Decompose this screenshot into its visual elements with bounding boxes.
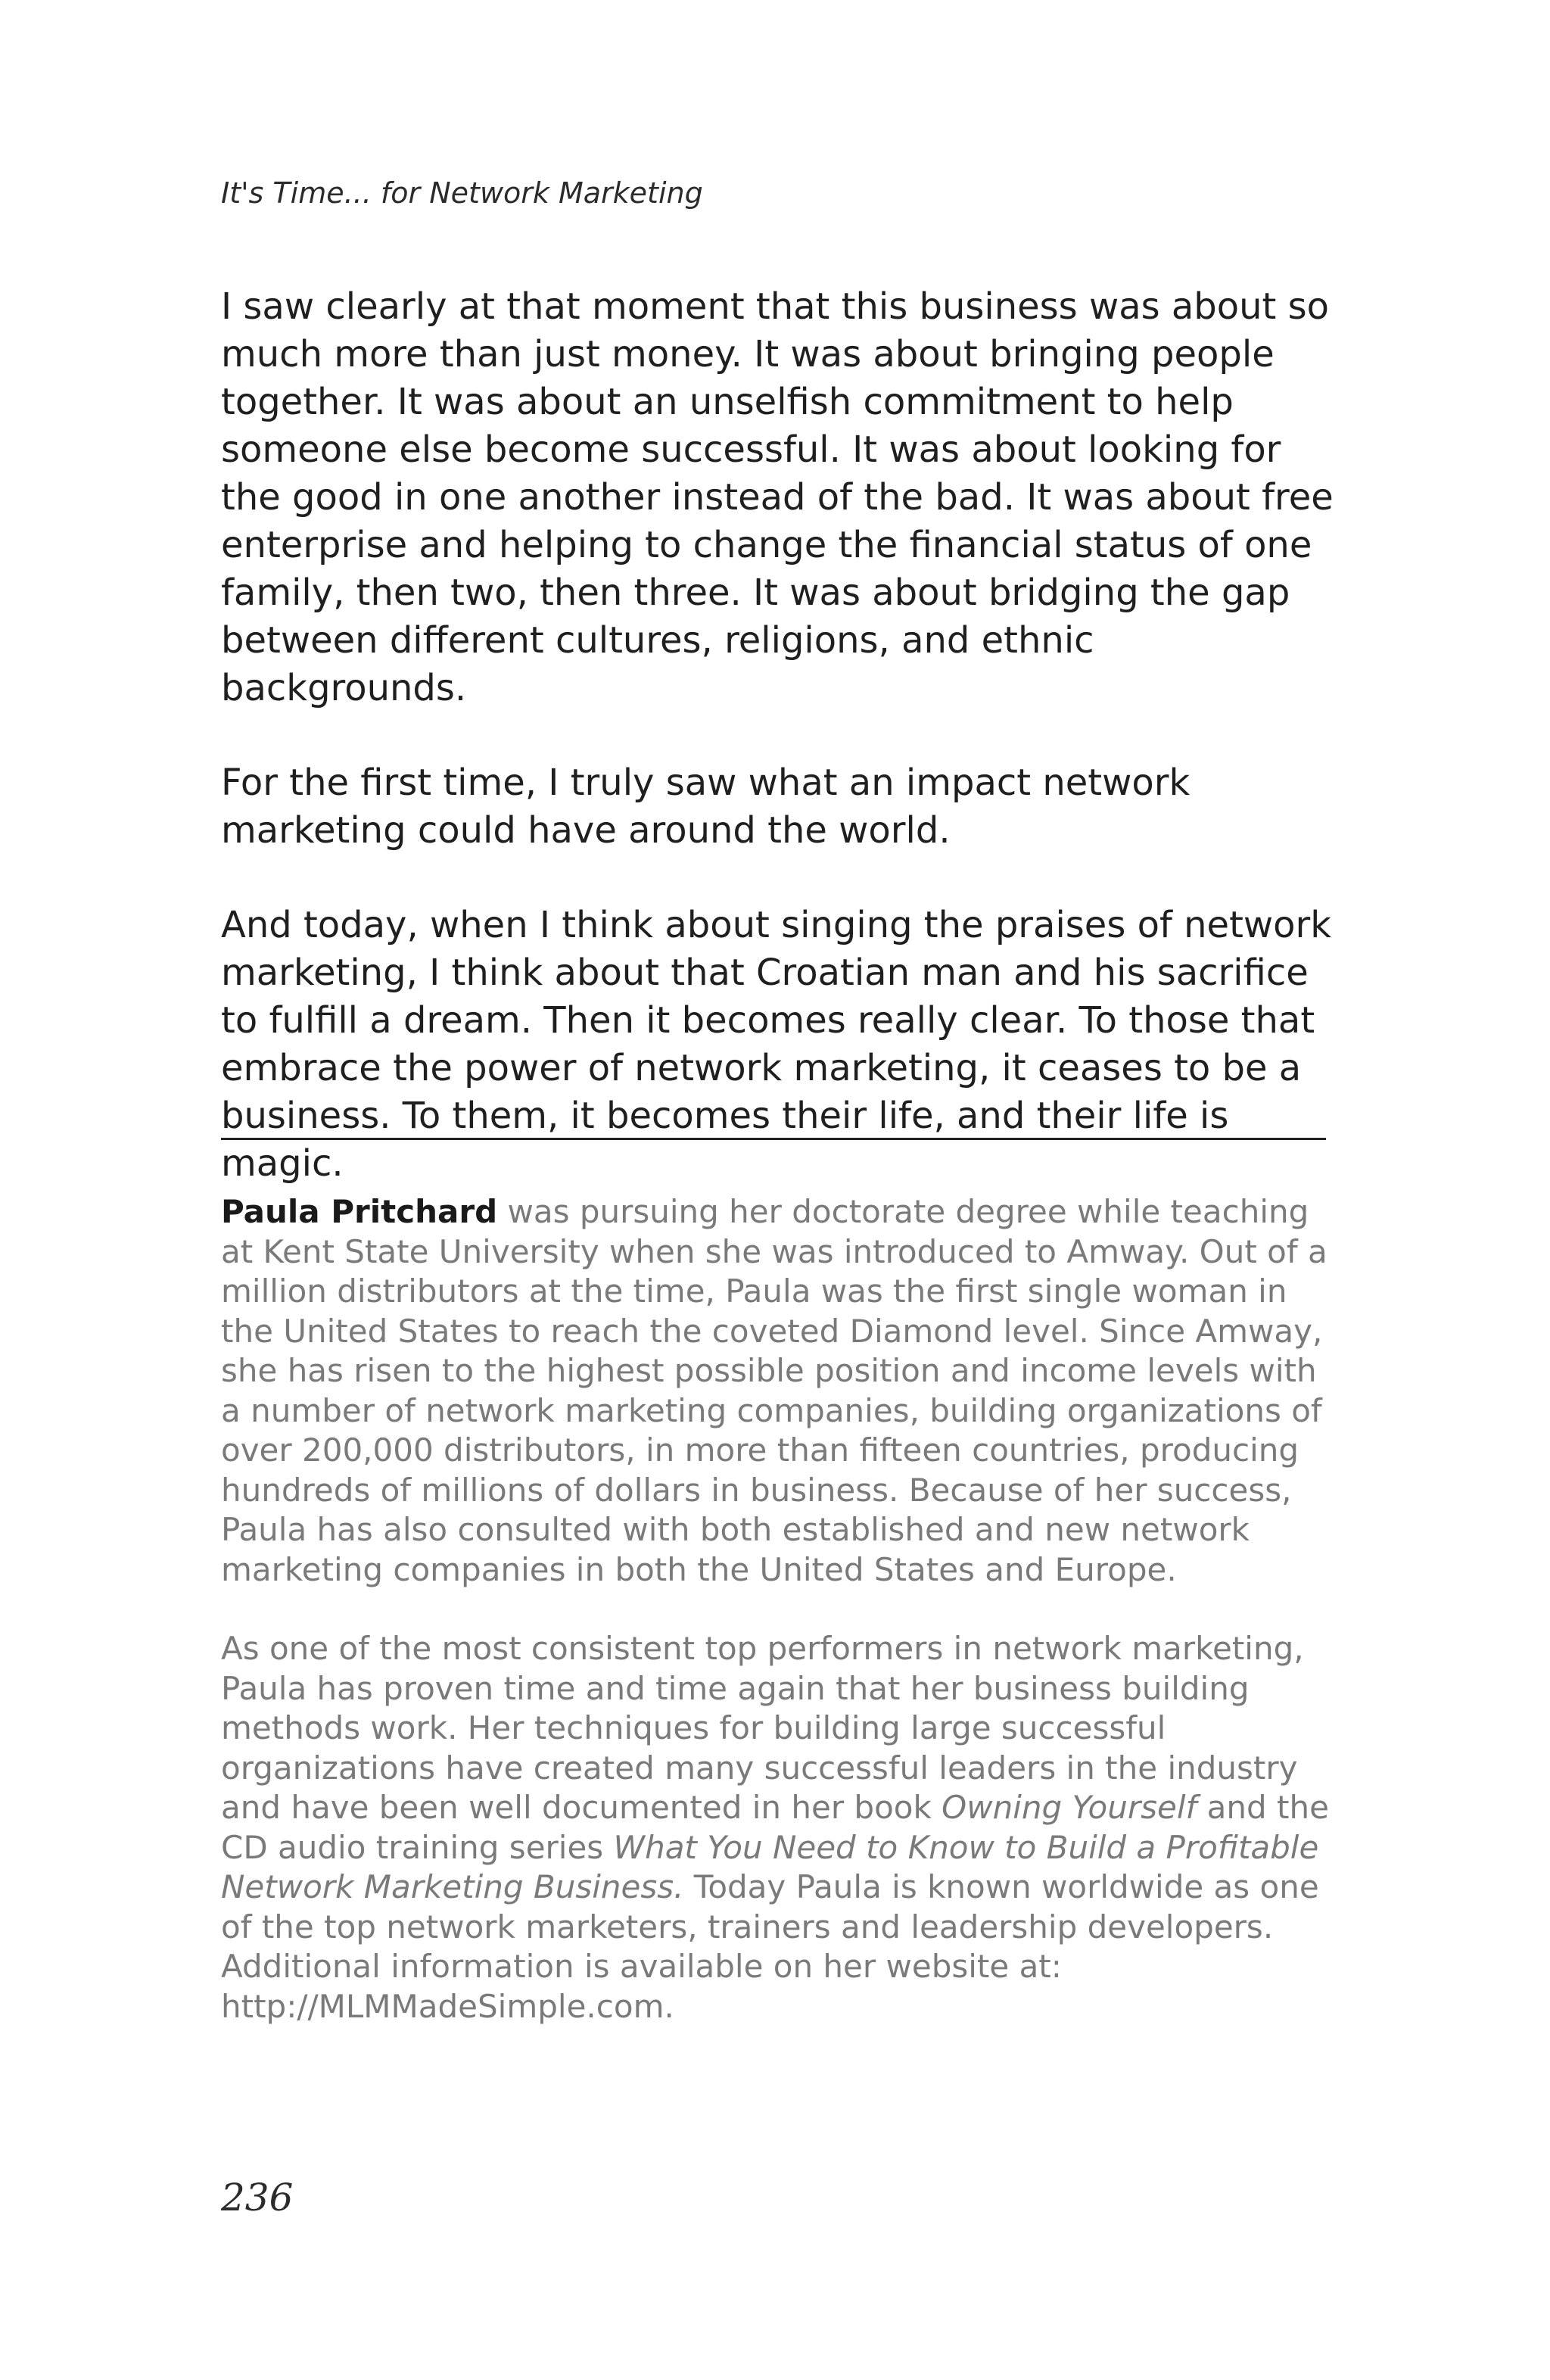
- page-number: 236: [221, 2176, 294, 2220]
- paragraph-2: For the first time, I truly saw what an impact network marketing could have around the world.: [221, 762, 1191, 852]
- author-name: Paula Pritchard: [221, 1193, 498, 1230]
- bio-paragraph-2: [221, 1629, 1341, 2026]
- bio-paragraph-2-text-c: Today Paula is known worldwide as one of the top network marketers, trainers and leadership developers. Additional information is available on her website at: http://MLMMadeSimple.com.: [221, 1868, 1319, 2025]
- bio-paragraph-1-text: was pursuing her doctorate degree while teaching at Kent State University when she was introduced to Amway. Out of a million distributors at the time, Paula was the first single woman in the United States to reach the coveted Diamond level. Since Amway, she has risen to the highest possible position and income levels with a number of network marketing companies, building organizations of over 200,000 distributors, in more than fifteen countries, producing hundreds of millions of dollars in business. Because of her success, Paula has also consulted with both established and new network marketing companies in both the United States and Europe.: [221, 1193, 1327, 1588]
- author-bio: [221, 1192, 1341, 2026]
- paragraph-3: And today, when I think about singing the praises of network marketing, I think about that Croatian man and his sacrifice to fulfill a dream. Then it becomes really clear. To those that embrace the power of network marketing, it ceases to be a business. To them, it becomes their life, and their life is magic.: [221, 904, 1332, 1185]
- running-header: It's Time... for Network Marketing: [221, 176, 703, 210]
- cd-series-title: What You Need to Know to Build a Profitable Network Marketing Business.: [221, 1828, 1319, 1905]
- section-divider: [221, 1138, 1326, 1140]
- main-text: [221, 283, 1334, 1188]
- bio-paragraph-2-text-b: and the CD audio training series: [221, 1789, 1329, 1866]
- paragraph-1: I saw clearly at that moment that this business was about so much more than just money. It was about bringing people together. It was about an unselfish commitment to help someone else become successful. It was about looking for the good in one another instead of the bad. It was about free enterprise and helping to change the financial status of one family, then two, then three. It was about bridging the gap between different cultures, religions, and ethnic backgrounds.: [221, 285, 1334, 709]
- bio-paragraph-2-text-a: As one of the most consistent top performers in network marketing, Paula has proven time and time again that her business building methods work. Her techniques for building large successful organizations have created many successful leaders in the industry and have been well documented in her book: [221, 1630, 1304, 1826]
- bio-paragraph-1: [221, 1192, 1341, 1590]
- book-title: Owning Yourself: [942, 1789, 1197, 1826]
